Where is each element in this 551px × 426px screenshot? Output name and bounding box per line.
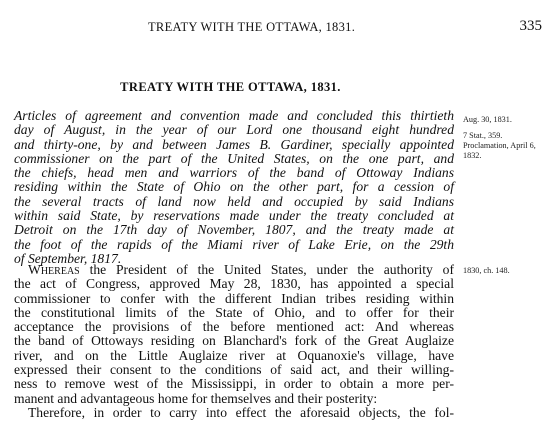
treaty-title: TREATY WITH THE OTTAWA, 1831. xyxy=(120,80,341,94)
preamble-line: residing within the State of Ohio on the other part, for a cession of xyxy=(14,179,454,195)
preamble-line: the foot of the rapids of the Miami river of Lake Erie, on the 29th xyxy=(14,236,454,252)
body-line-text: the President of the United States, under the authority of xyxy=(79,262,454,277)
preamble-line: the several tracts of land now held and occupied by said Indians xyxy=(14,193,454,209)
body-line: manent and advantageous home for themselves and their posterity: xyxy=(14,390,378,406)
margin-note-date: Aug. 30, 1831. xyxy=(463,115,512,124)
preamble-line: of September, 1817. xyxy=(14,250,122,266)
preamble xyxy=(14,109,454,266)
body-line: river, and on the Little Auglaize river at Oquanoxie's village, have xyxy=(14,347,454,363)
preamble-line: within said State, by reservations made under the treaty concluded at xyxy=(14,208,454,224)
treaty-body xyxy=(14,263,454,420)
preamble-line: and thirty-one, by and between James B. Gardiner, specially appointed xyxy=(14,136,454,152)
body-line: the band of Ottoways residing on Blanchard's fork of the Great Auglaize xyxy=(14,333,454,349)
margin-note-statute: 7 Stat., 359. xyxy=(463,131,503,140)
margin-note-act-reference: 1830, ch. 148. xyxy=(463,266,510,275)
preamble-line: the chiefs, head men and warriors of the band of Ottoway Indians xyxy=(14,165,454,181)
body-line: commissioner to confer with the different Indian tribes residing within xyxy=(14,290,454,306)
page-number: 335 xyxy=(519,18,542,34)
body-line: the act of Congress, approved May 28, 1830, has appointed a special xyxy=(14,276,454,292)
preamble-line: Detroit on the 17th day of November, 1807, and the treaty made at xyxy=(14,222,454,238)
preamble-line: Articles of agreement and convention made and concluded this thirtieth xyxy=(14,108,454,123)
body-line-first xyxy=(14,263,454,277)
running-title: TREATY WITH THE OTTAWA, 1831. xyxy=(148,20,356,34)
preamble-line: day of August, in the year of our Lord one thousand eight hundred xyxy=(14,122,454,138)
first-word: Whereas xyxy=(28,262,80,277)
preamble-line: commissioner on the part of the United States, on the one part, and xyxy=(14,150,454,166)
body-line: the constitutional limits of the State of Ohio, and to offer for their xyxy=(14,304,454,320)
body-line: ness to remove west of the Mississippi, in order to obtain a more per- xyxy=(14,376,454,392)
page-header xyxy=(0,20,551,40)
body-line: expressed their consent to the conditions of said act, and their willing- xyxy=(14,362,454,378)
margin-note-proclamation: Proclamation, April 6, 1832. xyxy=(463,141,536,160)
body-line: acceptance the provisions of the before mentioned act: And whereas xyxy=(14,319,454,335)
body-line: Therefore, in order to carry into effect the aforesaid objects, the fol- xyxy=(28,404,454,420)
